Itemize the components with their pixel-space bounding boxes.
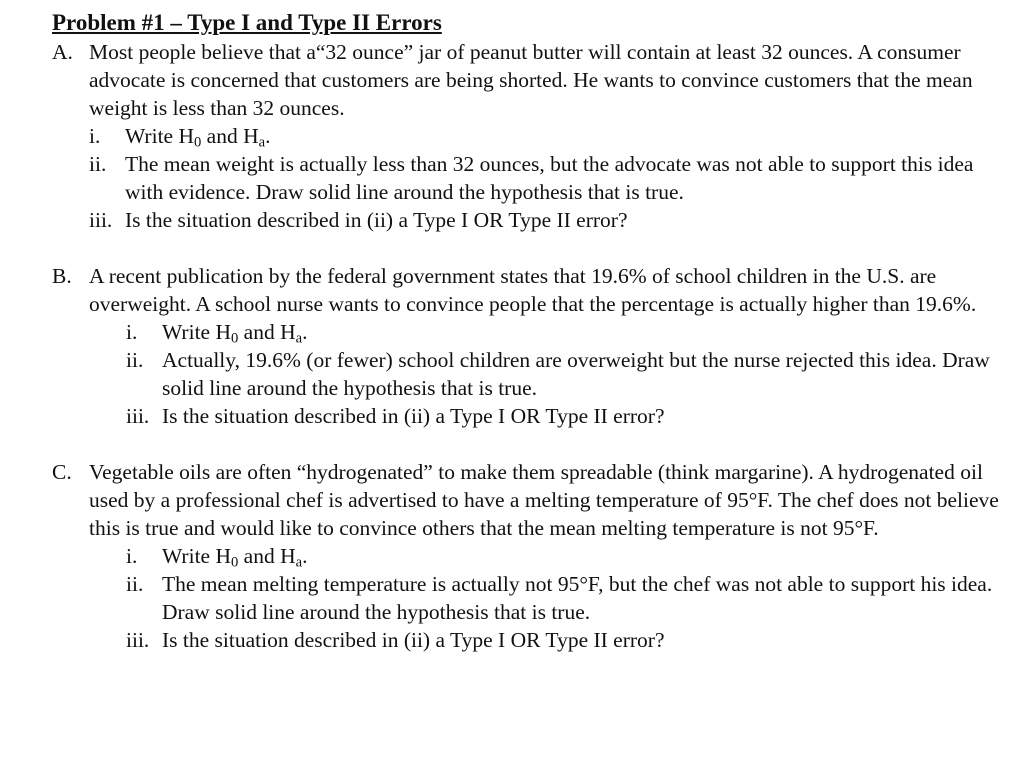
question-item (126, 626, 1012, 654)
section-c (52, 458, 1012, 654)
section-text: Most people believe that a“32 ounce” jar of peanut butter will contain at least 32 ounces. A consumer advocate is concerned that customers are being shorted. He wants to convince customers that the mean weight is less than 32 ounces. (89, 40, 973, 120)
question-number: i. (89, 124, 101, 148)
question-number: iii. (126, 628, 150, 652)
question-text: Write $H_0$ and $H_a$. (162, 320, 308, 347)
question-item (126, 542, 1012, 570)
question-number: ii. (89, 152, 107, 176)
question-text: Is the situation described in (ii) a Type I OR Type II error? (125, 208, 628, 232)
question-item (89, 206, 1012, 234)
question-text: Is the situation described in (ii) a Type I OR Type II error? (162, 628, 665, 652)
question-text: Write $H_0$ and $H_a$. (162, 544, 308, 571)
question-item (126, 402, 1012, 430)
question-number: iii. (126, 404, 150, 428)
question-item (89, 150, 1012, 206)
question-item (126, 318, 1012, 346)
section-b (52, 262, 1012, 430)
question-text: Actually, 19.6% (or fewer) school children are overweight but the nurse rejected this idea. Draw solid line around the hypothesis that is true. (162, 348, 990, 400)
question-text: Write $H_0$ and $H_a$. (125, 124, 271, 151)
section-text: A recent publication by the federal government states that 19.6% of school children in the U.S. are overweight. A school nurse wants to convince people that the percentage is actually higher than 19.6%. (89, 264, 977, 316)
question-item (89, 122, 1012, 150)
question-text: The mean weight is actually less than 32 ounces, but the advocate was not able to support this idea with evidence. Draw solid line around the hypothesis that is true. (125, 152, 974, 204)
question-number: ii. (126, 348, 144, 372)
section-letter: A. (52, 40, 73, 64)
question-item (126, 570, 1012, 626)
section-letter: B. (52, 264, 72, 288)
question-number: i. (126, 544, 138, 568)
question-text: Is the situation described in (ii) a Type I OR Type II error? (162, 404, 665, 428)
question-list (89, 318, 1012, 430)
question-list (89, 542, 1012, 654)
question-number: ii. (126, 572, 144, 596)
section-a (52, 38, 1012, 234)
question-list (89, 122, 1012, 234)
document (52, 8, 1012, 654)
question-number: i. (126, 320, 138, 344)
section-text: Vegetable oils are often “hydrogenated” to make them spreadable (think margarine). A hydrogenated oil used by a professional chef is advertised to have a melting temperature of 95°F. The chef does not believe this is true and would like to convince others that the mean melting temperature is not 95°F. (89, 460, 999, 540)
problem-title: Problem #1 – Type I and Type II Errors (52, 10, 442, 35)
question-number: iii. (89, 208, 113, 232)
section-letter: C. (52, 460, 72, 484)
question-item (126, 346, 1012, 402)
question-text: The mean melting temperature is actually not 95°F, but the chef was not able to support his idea. Draw solid line around the hypothesis that is true. (162, 572, 993, 624)
